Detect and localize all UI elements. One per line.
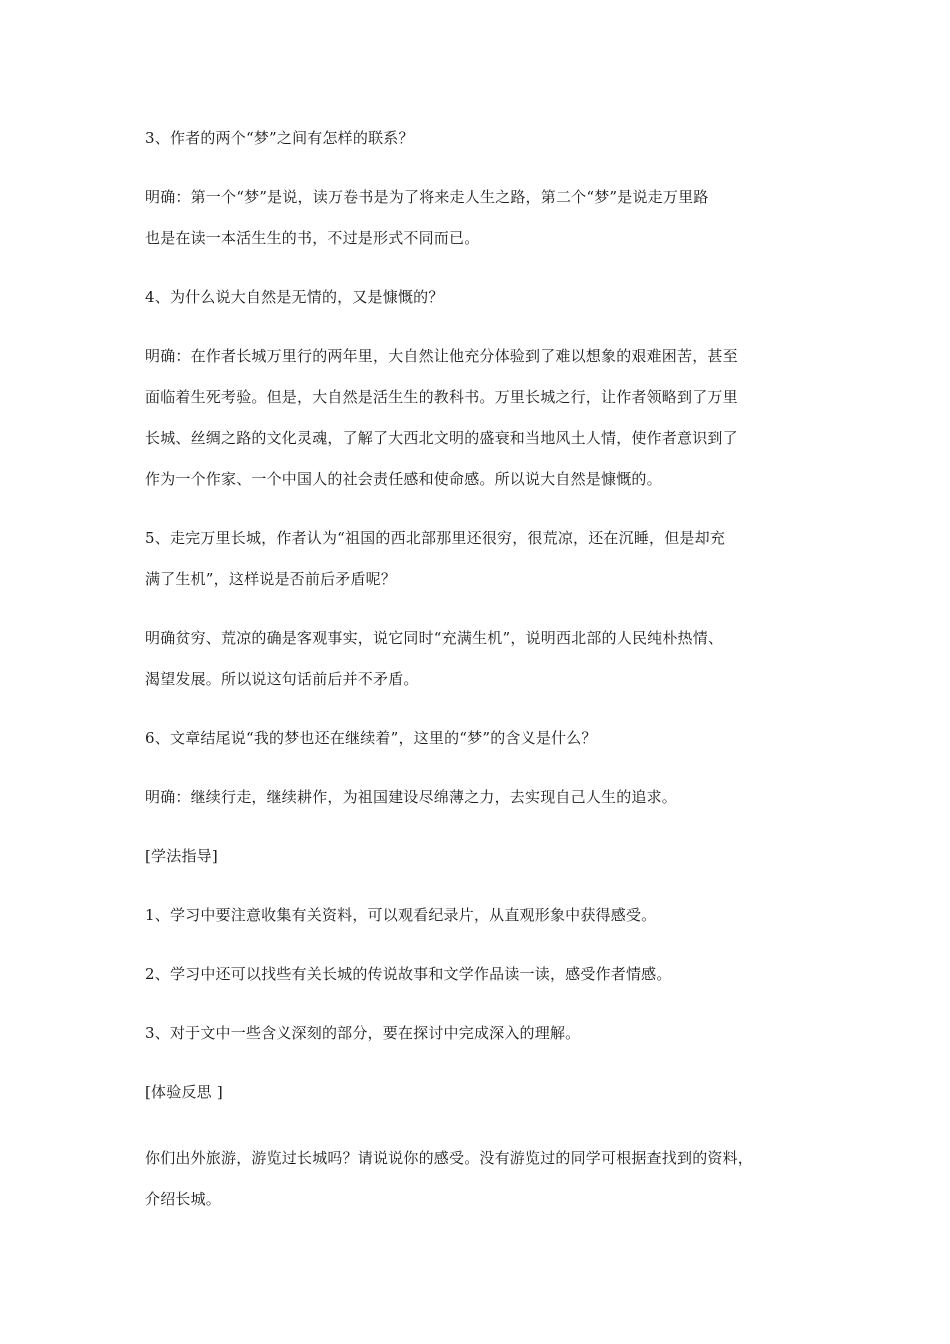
answer-5-line-1: 明确贫穷、荒凉的确是客观事实，说它同时“充满生机”，说明西北部的人民纯朴热情、 bbox=[145, 629, 724, 647]
reflection-line-1: 你们出外旅游，游览过长城吗？请说说你的感受。没有游览过的同学可根据查找到的资料， bbox=[145, 1149, 754, 1167]
question-6: 6、文章结尾说“我的梦也还在继续着”，这里的“梦”的含义是什么？ bbox=[145, 729, 597, 747]
question-5-line-2: 满了生机”，这样说是否前后矛盾呢？ bbox=[145, 570, 397, 588]
study-method-3: 3、对于文中一些含义深刻的部分，要在探讨中完成深入的理解。 bbox=[145, 1024, 581, 1042]
answer-4-line-3: 长城、丝绸之路的文化灵魂，了解了大西北文明的盛衰和当地风土人情，使作者意识到了 bbox=[145, 429, 738, 447]
answer-4-line-2: 面临着生死考验。但是，大自然是活生生的教科书。万里长城之行，让作者领略到了万里 bbox=[145, 388, 738, 406]
answer-3-line-1: 明确：第一个“梦”是说，读万卷书是为了将来走人生之路，第二个“梦”是说走万里路 bbox=[145, 188, 709, 206]
section-heading-reflection: [体验反思 ] bbox=[145, 1083, 223, 1101]
section-heading-study-method: [学法指导] bbox=[145, 847, 218, 865]
answer-4-line-1: 明确：在作者长城万里行的两年里，大自然让他充分体验到了难以想象的艰难困苦，甚至 bbox=[145, 347, 738, 365]
question-4: 4、为什么说大自然是无情的，又是慷慨的？ bbox=[145, 288, 444, 306]
reflection-line-2: 介绍长城。 bbox=[145, 1190, 222, 1208]
answer-3-line-2: 也是在读一本活生生的书，不过是形式不同而已。 bbox=[145, 229, 480, 247]
study-method-2: 2、学习中还可以找些有关长城的传说故事和文学作品读一读，感受作者情感。 bbox=[145, 965, 672, 983]
question-3: 3、作者的两个“梦”之间有怎样的联系？ bbox=[145, 129, 414, 147]
document-page bbox=[145, 0, 825, 1344]
study-method-1: 1、学习中要注意收集有关资料，可以观看纪录片，从直观形象中获得感受。 bbox=[145, 906, 657, 924]
question-5-line-1: 5、走完万里长城，作者认为“祖国的西北部那里还很穷，很荒凉，还在沉睡，但是却充 bbox=[145, 529, 726, 547]
answer-4-line-4: 作为一个作家、一个中国人的社会责任感和使命感。所以说大自然是慷慨的。 bbox=[145, 470, 662, 488]
answer-5-line-2: 渴望发展。所以说这句话前后并不矛盾。 bbox=[145, 670, 419, 688]
answer-6: 明确：继续行走，继续耕作，为祖国建设尽绵薄之力，去实现自己人生的追求。 bbox=[145, 788, 678, 806]
